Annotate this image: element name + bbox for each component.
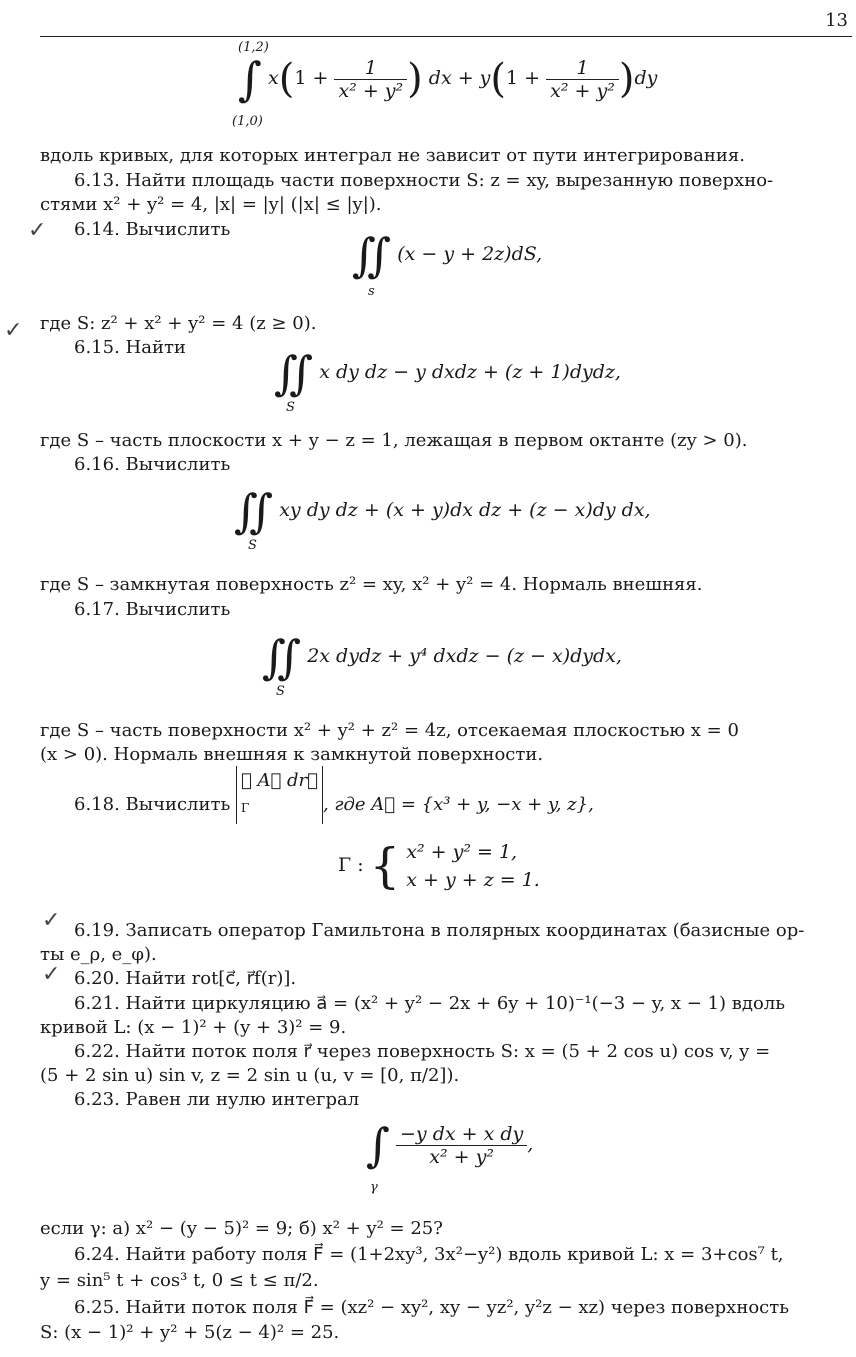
formula-part: dy [634,67,658,89]
problem-6-18-heading: 6.18. Вычислить [74,794,231,815]
paren: ( [278,56,295,102]
problem-6-16-heading: 6.16. Вычислить [74,454,231,475]
fraction-numerator: 1 [546,57,619,80]
double-integral-sign: ∬ [274,346,314,400]
problem-6-22-line1: 6.22. Найти поток поля r⃗ через поверхность S: x = (5 + 2 cos u) cos v, y = [74,1041,771,1062]
formula-body: (x − y + 2z)dS, [397,243,543,265]
integral-subscript: S [286,400,295,415]
problem-6-20: 6.20. Найти rot[c⃗, r⃗f(r)]. [74,968,297,989]
formula-6-12 [238,52,658,106]
integral-subscript: S [276,684,285,699]
page-number: 13 [825,10,848,31]
fraction-denominator: x² + y² [338,79,404,102]
fraction-denominator: x² + y² [550,79,615,102]
problem-6-19-line1: 6.19. Записать оператор Гамильтона в полярных координатах (базисные ор- [74,920,805,941]
check-mark-icon: ✓ [4,318,23,343]
problem-6-18-definition: , где A⃗ = {x³ + y, −x + y, z}, [322,794,594,815]
formula-part: 1 + [506,67,541,89]
double-integral-sign: ∬ [262,630,302,684]
formula-tail: , [527,1133,534,1155]
double-integral-sign: ∬ [352,228,392,282]
problem-6-23-heading: 6.23. Равен ли нулю интеграл [74,1089,360,1110]
system-equation-1: x² + y² = 1, [406,841,518,863]
problem-6-25-line1: 6.25. Найти поток поля F⃗ = (xz² − xy², xy − yz², y²z − xz) через поверхность [74,1297,789,1318]
formula-6-16 [234,484,651,538]
fraction-numerator: −y dx + x dy [396,1123,527,1146]
header-rule [40,36,852,37]
check-mark-icon: ✓ [28,218,47,243]
formula-6-23 [366,1118,534,1172]
check-mark-icon: ✓ [42,962,61,987]
problem-6-14-heading: 6.14. Вычислить [74,219,231,240]
paren: ) [618,56,635,102]
problem-6-22-line2: (5 + 2 sin u) sin v, z = 2 sin u (u, v = [0, π/2]). [40,1065,460,1086]
formula-6-15 [274,346,621,400]
problem-6-15-where: где S – часть плоскости x + y − z = 1, лежащая в первом октанте (zy > 0). [40,430,748,451]
problem-6-14-where: где S: z² + x² + y² = 4 (z ≥ 0). [40,313,317,334]
system-equation-2: x + y + z = 1. [406,869,540,891]
integral-subscript: S [248,538,257,553]
integral-sign: ∫ [238,52,262,106]
formula-body: x dy dz − y dxdz + (z + 1)dydz, [319,361,621,383]
problem-6-21-line2: кривой L: (x − 1)² + (y + 3)² = 9. [40,1017,347,1038]
problem-6-16-where: где S – замкнутая поверхность z² = xy, x² + y² = 4. Нормаль внешняя. [40,574,703,595]
contour-subscript: Γ [240,801,250,815]
problem-6-19-line2: ты e_ρ, e_φ). [40,944,157,965]
problem-6-23-where: если γ: а) x² − (y − 5)² = 9; б) x² + y² = 25? [40,1218,443,1239]
problem-6-15-heading: 6.15. Найти [74,337,186,358]
gamma-label: Γ : [338,854,364,876]
fraction [546,57,619,102]
double-integral-sign: ∬ [234,484,274,538]
problem-6-12-tail: вдоль кривых, для которых интеграл не зависит от пути интегрирования. [40,145,745,166]
problem-6-17-where-line1: где S – часть поверхности x² + y² + z² = 4z, отсекаемая плоскостью x = 0 [40,720,739,741]
problem-6-17-heading: 6.17. Вычислить [74,599,231,620]
problem-6-21-line1: 6.21. Найти циркуляцию a⃗ = (x² + y² − 2x + 6y + 10)⁻¹(−3 − y, x − 1) вдоль [74,993,786,1014]
fraction-numerator: 1 [334,57,407,80]
absolute-value-box [236,766,323,824]
integral-sign: ∫ [366,1118,390,1172]
formula-6-17 [262,630,622,684]
system-brace: { [369,838,401,894]
formula-6-18-system [338,838,540,894]
problem-6-13-line2: стями x² + y² = 4, |x| = |y| (|x| ≤ |y|). [40,194,382,215]
integral-upper-limit: (1,2) [238,40,269,55]
system-equations [406,838,540,894]
formula-part: dx + y [428,67,491,89]
formula-body: 2x dydz + y⁴ dxdz − (z − x)dydx, [307,645,622,667]
problem-6-17-where-line2: (x > 0). Нормаль внешняя к замкнутой поверхности. [40,744,544,765]
formula-6-14 [352,228,543,282]
integral-subscript: s [368,284,375,299]
paren: ) [407,56,423,102]
paren: ( [490,56,507,102]
formula-body: xy dy dz + (x + y)dx dz + (z − x)dy dx, [279,499,651,521]
problem-6-25-line2: S: (x − 1)² + y² + 5(z − 4)² = 25. [40,1322,340,1343]
formula-part: 1 + [294,67,329,89]
fraction [334,57,407,102]
integral-subscript: γ [370,1180,378,1195]
problem-6-18-line [74,770,594,824]
fraction-denominator: x² + y² [429,1145,494,1168]
formula-part: x [268,67,279,89]
fraction [396,1123,527,1168]
integral-lower-limit: (1,0) [232,114,263,129]
check-mark-icon: ✓ [42,908,61,933]
problem-6-13-line1: 6.13. Найти площадь части поверхности S: z = xy, вырезанную поверхно- [74,170,774,191]
problem-6-24-line1: 6.24. Найти работу поля F⃗ = (1+2xy³, 3x²−y²) вдоль кривой L: x = 3+cos⁷ t, [74,1244,784,1265]
problem-6-24-line2: y = sin⁵ t + cos³ t, 0 ≤ t ≤ π/2. [40,1270,319,1291]
contour-integral: ∮ A⃗ dr⃗ [240,770,318,791]
